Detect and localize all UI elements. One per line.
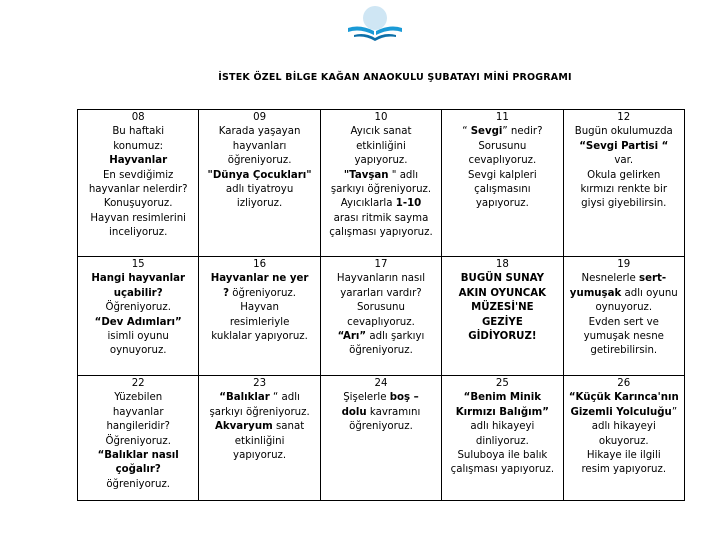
- activity-text: [566, 391, 682, 477]
- activity-fragment: “: [462, 126, 471, 138]
- day-cell: [563, 376, 684, 501]
- day-cell: [78, 257, 199, 376]
- activity-text: [566, 272, 682, 358]
- activity-highlight: Hangi hayvanlar uçabilir?: [91, 273, 185, 299]
- day-number: 10: [374, 112, 388, 123]
- activity-highlight: Hayvanlar ne yer ?: [210, 273, 309, 299]
- day-cell: [199, 110, 320, 257]
- day-cell: [78, 376, 199, 501]
- activity-highlight: “Benim Minik Kırmızı Balığım”: [455, 392, 549, 418]
- activity-text: [201, 272, 317, 344]
- activity-highlight: “Sevgi Partisi “: [579, 140, 669, 152]
- activity-text: [201, 391, 317, 463]
- activity-highlight: 1-10: [395, 198, 422, 210]
- day-number: 24: [374, 378, 388, 389]
- activity-fragment: Şişelerle: [343, 392, 390, 404]
- day-number: 26: [617, 378, 631, 389]
- activity-text: [444, 125, 560, 211]
- day-cell: [320, 110, 441, 257]
- activity-fragment: kavramını öğreniyoruz.: [349, 406, 421, 433]
- activity-fragment: var. Okula gelirken kırmızı renkte bir giysi giyebilirsin.: [580, 155, 668, 210]
- activity-fragment: adlı şarkıyı öğreniyoruz.: [349, 331, 425, 357]
- activity-fragment: adlı tiyatroyu izliyoruz.: [225, 184, 294, 210]
- day-cell: [320, 257, 441, 376]
- activity-fragment: En sevdiğimiz hayvanlar nelerdir? Konuşuyoruz. Hayvan resimlerini inceliyoruz.: [88, 169, 188, 239]
- day-number: 12: [617, 112, 631, 123]
- day-cell: [442, 376, 563, 501]
- day-number: 08: [131, 112, 145, 123]
- activity-highlight: "Tavşan: [343, 169, 389, 181]
- activity-fragment: öğreniyoruz.: [106, 478, 171, 490]
- day-number: 16: [253, 259, 267, 270]
- activity-text: [80, 125, 196, 240]
- day-cell: [78, 110, 199, 257]
- activity-text: [323, 272, 439, 358]
- activity-highlight: “Küçük Karınca'nın Gizemli Yolculuğu: [568, 392, 679, 418]
- activity-text: [80, 391, 196, 492]
- activity-fragment: sanat etkinliğini yapıyoruz.: [233, 421, 305, 462]
- activity-fragment: isimli oyunu oynuyoruz.: [107, 331, 169, 357]
- activity-fragment: Karada yaşayan hayvanları öğreniyoruz.: [218, 126, 301, 167]
- day-cell: [563, 257, 684, 376]
- week-row: [78, 110, 685, 257]
- activity-fragment: Hayvanların nasıl yararları vardır? Sorusunu cevaplıyoruz.: [336, 273, 426, 328]
- day-number: 25: [495, 378, 509, 389]
- activity-fragment: “ adlı şarkıyı öğreniyoruz.: [209, 392, 310, 418]
- activity-fragment: Öğreniyoruz.: [105, 302, 171, 314]
- activity-fragment: adlı hikayeyi dinliyoruz. Suluboya ile balık çalışması yapıyoruz.: [450, 421, 555, 476]
- activity-text: [566, 125, 682, 211]
- activity-highlight: sert- yumuşak: [569, 273, 667, 299]
- day-cell: [442, 110, 563, 257]
- activity-fragment: ” adlı hikayeyi okuyoruz. Hikaye ile ilgili resim yapıyoruz.: [581, 406, 678, 476]
- activity-text: [444, 272, 560, 344]
- day-number: 17: [374, 259, 388, 270]
- day-number: 18: [495, 259, 509, 270]
- activity-highlight: “Dev Adımları”: [94, 316, 182, 328]
- activity-text: [323, 391, 439, 434]
- day-cell: [563, 110, 684, 257]
- page-title: İSTEK ÖZEL BİLGE KAĞAN ANAOKULU ŞUBATAYI MİNİ PROGRAMI: [218, 72, 572, 83]
- activity-highlight: Sevgi: [470, 126, 503, 138]
- activity-fragment: Nesnelerle: [581, 273, 639, 285]
- activity-fragment: Bugün okulumuzda: [574, 126, 673, 138]
- activity-highlight: BUGÜN SUNAY AKIN OYUNCAK MÜZESİ'NE GEZİYE GİDİYORUZ!: [458, 273, 547, 343]
- activity-highlight: Akvaryum: [214, 421, 273, 433]
- day-cell: [442, 257, 563, 376]
- week-row: [78, 376, 685, 501]
- day-number: 22: [131, 378, 145, 389]
- program-table: [77, 109, 685, 501]
- activity-text: [80, 272, 196, 358]
- day-cell: [199, 257, 320, 376]
- activity-highlight: boş – dolu: [341, 392, 419, 418]
- day-cell: [199, 376, 320, 501]
- day-number: 23: [253, 378, 267, 389]
- activity-fragment: ” nedir? Sorusunu cevaplıyoruz. Sevgi kalpleri çalışmasını yapıyoruz.: [468, 126, 543, 210]
- activity-highlight: “Balıklar nasıl çoğalır?: [97, 450, 179, 476]
- activity-fragment: " adlı şarkıyı öğreniyoruz. Ayıcıklarla: [330, 169, 432, 210]
- school-logo: [340, 4, 410, 44]
- activity-highlight: "Dünya Çocukları": [207, 169, 312, 181]
- activity-text: [201, 125, 317, 211]
- logo-book-base: [354, 34, 396, 41]
- activity-fragment: Bu haftaki konumuz:: [112, 126, 165, 152]
- day-number: 11: [495, 112, 509, 123]
- activity-fragment: arası ritmik sayma çalışması yapıyoruz.: [329, 212, 433, 239]
- day-number: 15: [131, 259, 145, 270]
- activity-highlight: Hayvanlar: [109, 155, 168, 167]
- activity-text: [444, 391, 560, 477]
- activity-highlight: “Balıklar: [219, 392, 270, 404]
- activity-fragment: Yüzebilen hayvanlar hangileridir? Öğreniyoruz.: [105, 392, 171, 447]
- day-number: 09: [253, 112, 267, 123]
- day-cell: [320, 376, 441, 501]
- activity-text: [323, 125, 439, 240]
- day-number: 19: [617, 259, 631, 270]
- logo-circle: [363, 6, 387, 30]
- activity-fragment: Ayıcık sanat etkinliğini yapıyoruz.: [350, 126, 412, 167]
- activity-fragment: öğreniyoruz. Hayvan resimleriyle kuklalar yapıyoruz.: [211, 287, 308, 343]
- activity-fragment: adlı oyunu oynuyoruz. Evden sert ve yumuşak nesne getirebilirsin.: [583, 287, 678, 357]
- activity-highlight: “Arı”: [337, 331, 367, 343]
- week-row: [78, 257, 685, 376]
